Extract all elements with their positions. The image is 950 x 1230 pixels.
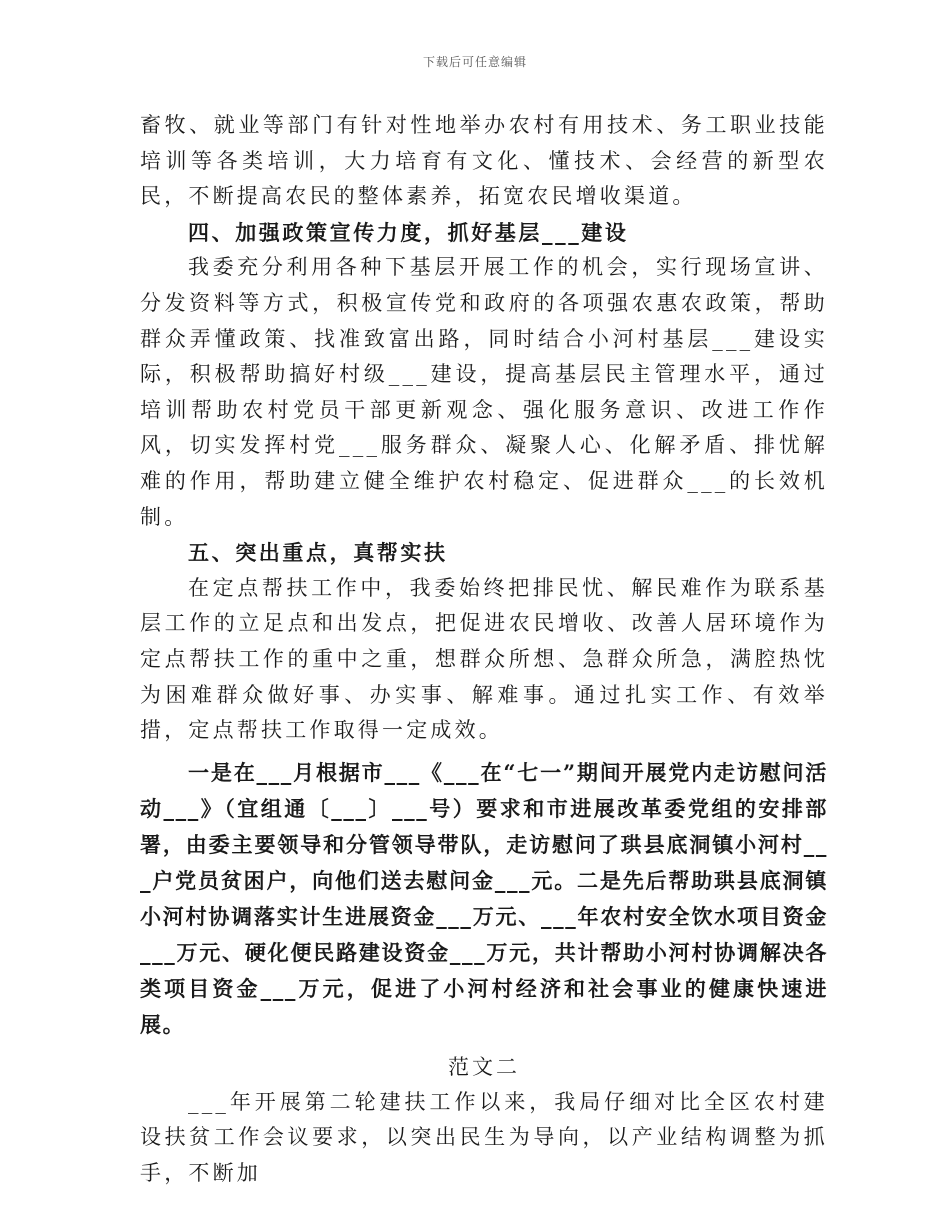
- paragraph-achievements: 一是在___月根据市___《___在“七一”期间开展党内走访慰问活动___》（宜组通〔___〕___号）要求和市进展改革委党组的安排部署，由委主要领导和分管领导带队，走访慰问了珙县底洞镇小河村___户党员贫困户，向他们送去慰问金___元。二是先后帮助珙县底洞镇小河村协调落实计生进展资金___万元、___年农村安全饮水项目资金___万元、硬化便民路建设资金___万元，共计帮助小河村协调解决各类项目资金___万元，促进了小河村经济和社会事业的健康快速进展。: [140, 759, 828, 1037]
- paragraph-policy-publicity: 我委充分利用各种下基层开展工作的机会，实行现场宣讲、分发资料等方式，积极宣传党和政府的各项强农惠农政策，帮助群众弄懂政策、找准致富出路，同时结合小河村基层___建设实际，积极帮助搞好村级___建设，提高基层民主管理水平，通过培训帮助农村党员干部更新观念、强化服务意识、改进工作作风，切实发挥村党___服务群众、凝聚人心、化解矛盾、排忧解难的作用，帮助建立健全维护农村稳定、促进群众___的长效机制。: [140, 255, 828, 529]
- paragraph-sample-two-intro: ___年开展第二轮建扶工作以来，我局仔细对比全区农村建设扶贫工作会议要求，以突出民生为导向，以产业结构调整为抓手，不断加: [140, 1089, 828, 1185]
- heading-section-four: 四、加强政策宣传力度，抓好基层___建设: [188, 219, 629, 245]
- paragraph-targeted-assistance: 在定点帮扶工作中，我委始终把排民忧、解民难作为联系基层工作的立足点和出发点，把促进农民增收、改善人居环境作为定点帮扶工作的重中之重，想群众所想、急群众所急，满腔热忱为困难群众做好事、办实事、解难事。通过扎实工作、有效举措，定点帮扶工作取得一定成效。: [140, 575, 828, 743]
- paragraph-training: 畜牧、就业等部门有针对性地举办农村有用技术、务工职业技能培训等各类培训，大力培育有文化、懂技术、会经营的新型农民，不断提高农民的整体素养，拓宽农民增收渠道。: [140, 113, 828, 209]
- page-header-note: 下载后可任意编辑: [422, 55, 527, 69]
- section-title-sample-two: 范文二: [448, 1054, 520, 1079]
- document-body: [140, 108, 828, 1191]
- heading-section-five: 五、突出重点，真帮实扶: [188, 540, 448, 566]
